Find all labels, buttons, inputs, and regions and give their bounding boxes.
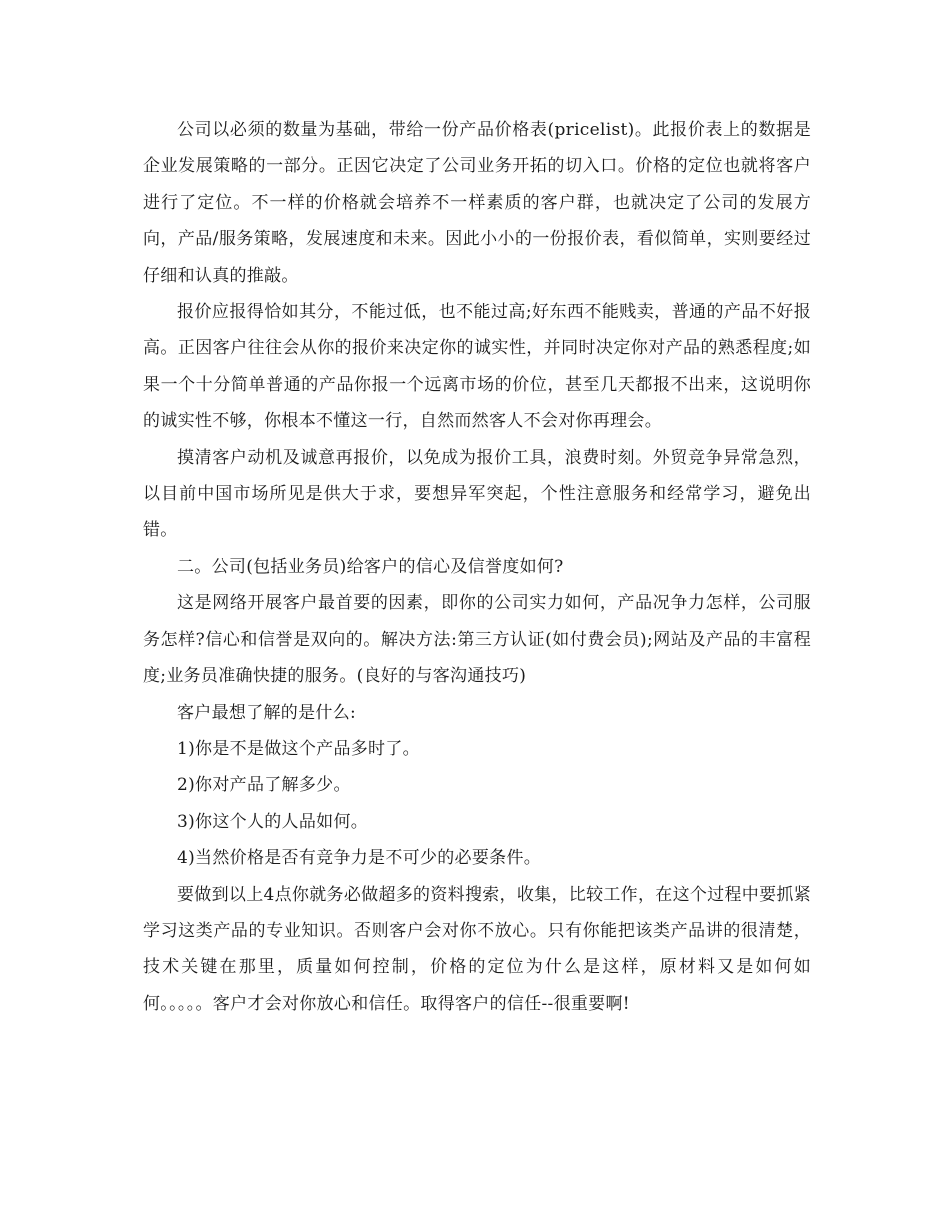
paragraph-pricing-advice: 报价应报得恰如其分，不能过低，也不能过高;好东西不能贱卖，普通的产品不好报高。正因客户往往会从你的报价来决定你的诚实性，并同时决定你对产品的熟悉程度;如果一个十分简单普通的产品你报一个远离市场的价位，甚至几天都报不出来，这说明你的诚实性不够，你根本不懂这一行，自然而然客人不会对你再理会。 — [143, 302, 811, 432]
list-intro: 客户最想了解的是什么: — [177, 702, 357, 723]
paragraph-pricelist-intro: 公司以必须的数量为基础，带给一份产品价格表(pricelist)。此报价表上的数据是企业发展策略的一部分。正因它决定了公司业务开拓的切入口。价格的定位也就将客户进行了定位。不一样的价格就会培养不一样素质的客户群，也就决定了公司的发展方向，产品/服务策略，发展速度和未来。因此小小的一份报价表，看似简单，实则要经过仔细和认真的推敲。 — [143, 120, 811, 286]
list-item-4: 4)当然价格是否有竞争力是不可少的必要条件。 — [177, 848, 542, 869]
paragraph-network-factor: 这是网络开展客户最首要的因素，即你的公司实力如何，产品况争力怎样，公司服务怎样?信心和信誉是双向的。解决方法:第三方认证(如付费会员);网站及产品的丰富程度;业务员准确快捷的服务。(良好的与客沟通技巧) — [143, 593, 811, 687]
paragraph-customer-motive: 摸清客户动机及诚意再报价，以免成为报价工具，浪费时刻。外贸竞争异常急烈，以目前中国市场所见是供大于求，要想异军突起，个性注意服务和经常学习，避免出错。 — [143, 447, 811, 541]
list-item-3: 3)你这个人的人品如何。 — [177, 811, 369, 832]
list-item-1: 1)你是不是做这个产品多时了。 — [177, 738, 420, 759]
list-item-2: 2)你对产品了解多少。 — [177, 775, 351, 796]
document-body — [143, 112, 811, 1022]
section-heading-confidence: 二。公司(包括业务员)给客户的信心及信誉度如何? — [177, 556, 564, 577]
paragraph-conclusion: 要做到以上4点你就务必做超多的资料搜索，收集，比较工作，在这个过程中要抓紧学习这类产品的专业知识。否则客户会对你不放心。只有你能把该类产品讲的很清楚，技术关键在那里，质量如何控制，价格的定位为什么是这样，原材料又是如何如何。。。。。客户才会对你放心和信任。取得客户的信任--很重要啊! — [143, 884, 811, 1014]
